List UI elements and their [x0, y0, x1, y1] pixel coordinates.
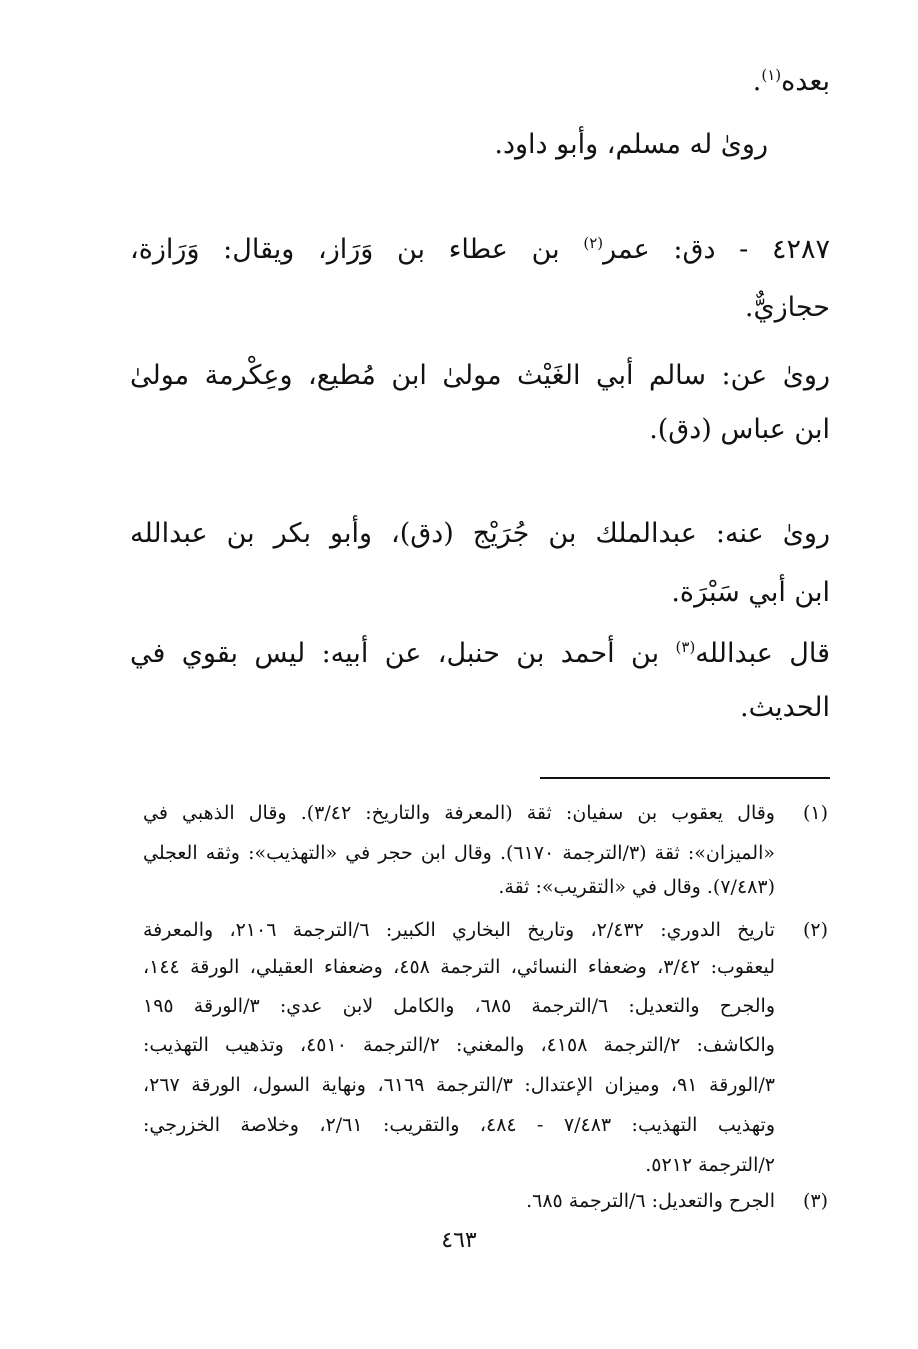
entry-number-name: ٤٢٨٧ - دق: عمر [603, 234, 830, 265]
entry-heading-cont [130, 288, 830, 328]
footnote-marker-2: (٢) [802, 919, 828, 941]
page-number: ٤٦٣ [441, 1228, 477, 1253]
statement-speaker: قال عبدالله [695, 638, 830, 669]
narrators-line-1 [130, 514, 830, 554]
statement-text: بن أحمد بن حنبل، عن أبيه: ليس بقوي في [130, 638, 676, 669]
rawa-lahu-text: روىٰ له مسلم، وأبو داود. [494, 129, 768, 160]
entry-nisba: حجازيٌّ. [744, 292, 830, 323]
narrated-from-line-2 [130, 410, 830, 450]
body-line-1 [130, 62, 830, 102]
period: . [752, 66, 762, 97]
statement-text-cont: الحديث. [740, 692, 830, 723]
footnote-2-line-6: وتهذيب التهذيب: ٧/٤٨٣ - ٤٨٤، والتقريب: ٢/٦١، وخلاصة الخزرجي: [143, 1114, 775, 1136]
narrated-from-text-cont: ابن عباس (دق). [649, 414, 830, 445]
footnote-ref-1: (١) [761, 66, 782, 84]
footnote-separator [540, 777, 830, 779]
footnote-2-line-5: ٣/الورقة ٩١، وميزان الإعتدال: ٣/الترجمة ٦١٦٩، ونهاية السول، الورقة ٢٦٧، [143, 1074, 775, 1096]
body-text-after: بعده [781, 66, 830, 97]
narrators-text: روىٰ عنه: عبدالملك بن جُرَيْج (دق)، وأبو بكر بن عبدالله [130, 518, 830, 549]
narrators-text-cont: ابن أبي سَبْرَة. [671, 577, 830, 608]
footnote-ref-3: (٣) [675, 638, 696, 656]
narrated-from-line-1 [130, 356, 830, 396]
footnote-2-line-7: ٢/الترجمة ٥٢١٢. [645, 1154, 775, 1176]
footnote-1-line-3: (٧/٤٨٣). وقال في «التقريب»: ثقة. [498, 876, 775, 898]
narrators-line-2 [130, 573, 830, 613]
footnote-2-line-2: ليعقوب: ٣/٤٢، وضعفاء النسائي، الترجمة ٤٥٨، وضعفاء العقيلي، الورقة ١٤٤، [143, 956, 775, 978]
footnote-1-line-2: «الميزان»: ثقة (٣/الترجمة ٦١٧٠). وقال ابن حجر في «التهذيب»: وثقه العجلي [143, 842, 775, 864]
narrated-from-text: روىٰ عن: سالم أبي الغَيْث مولىٰ ابن مُطيع، وعِكْرمة مولىٰ [130, 360, 830, 391]
footnote-ref-2: (٢) [583, 234, 604, 252]
entry-heading [130, 230, 830, 270]
footnote-2-line-1: تاريخ الدوري: ٢/٤٣٢، وتاريخ البخاري الكبير: ٦/الترجمة ٢١٠٦، والمعرفة [143, 919, 775, 941]
statement-line-2 [130, 688, 830, 728]
footnote-3-line-1: الجرح والتعديل: ٦/الترجمة ٦٨٥. [526, 1190, 775, 1212]
footnote-2-line-3: والجرح والتعديل: ٦/الترجمة ٦٨٥، والكامل لابن عدي: ٣/الورقة ١٩٥ [143, 995, 775, 1017]
footnote-1-line-1: وقال يعقوب بن سفيان: ثقة (المعرفة والتاريخ: ٣/٤٢). وقال الذهبي في [143, 802, 775, 824]
footnote-2-line-4: والكاشف: ٢/الترجمة ٤١٥٨، والمغني: ٢/الترجمة ٤٥١٠، وتذهيب التهذيب: [143, 1034, 775, 1056]
statement-line-1 [130, 634, 830, 674]
body-line-2 [148, 125, 768, 165]
entry-lineage: بن عطاء بن وَرَاز، ويقال: وَرَازة، [130, 234, 584, 265]
footnote-marker-1: (١) [802, 802, 828, 824]
footnote-marker-3: (٣) [802, 1190, 828, 1212]
